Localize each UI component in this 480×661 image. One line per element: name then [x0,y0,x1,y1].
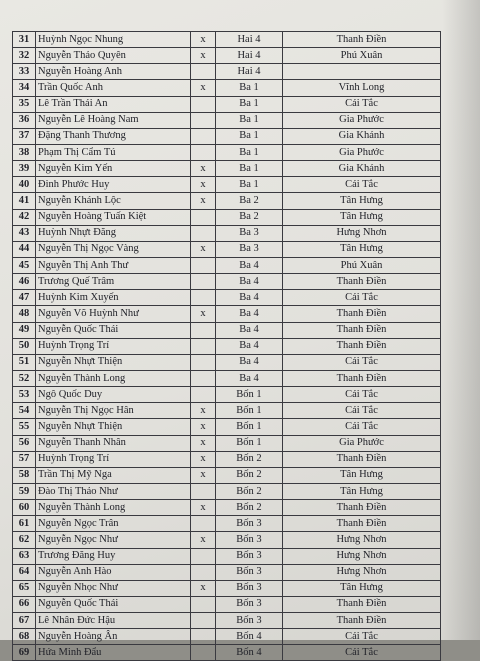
row-number: 33 [13,64,36,80]
class-cell: Ba 1 [216,80,283,96]
mark-cell: x [191,419,216,435]
commune-cell: Thanh Điền [283,32,441,48]
student-name: Huỳnh Trọng Trí [36,338,191,354]
mark-cell: x [191,241,216,257]
mark-cell [191,274,216,290]
mark-cell [191,613,216,629]
row-number: 66 [13,596,36,612]
table-row [13,64,441,80]
row-number: 68 [13,629,36,645]
commune-cell: Gia Khánh [283,161,441,177]
mark-cell [191,209,216,225]
student-name: Nguyễn Thảo Quyên [36,48,191,64]
row-number: 54 [13,403,36,419]
class-cell: Ba 4 [216,370,283,386]
class-cell: Bốn 4 [216,645,283,661]
mark-cell: x [191,532,216,548]
table-row [13,144,441,160]
row-number: 59 [13,483,36,499]
paper-shadow [442,0,480,640]
class-cell: Bốn 1 [216,419,283,435]
mark-cell: x [191,80,216,96]
commune-cell: Thanh Điền [283,500,441,516]
mark-cell: x [191,306,216,322]
table-row [13,532,441,548]
row-number: 67 [13,613,36,629]
table-row [13,629,441,645]
mark-cell [191,96,216,112]
student-name: Huỳnh Trọng Trí [36,451,191,467]
student-name: Nguyễn Hoàng Anh [36,64,191,80]
row-number: 32 [13,48,36,64]
mark-cell: x [191,451,216,467]
mark-cell: x [191,48,216,64]
mark-cell [191,387,216,403]
table-row [13,564,441,580]
mark-cell [191,112,216,128]
mark-cell: x [191,500,216,516]
table-row [13,241,441,257]
commune-cell: Thanh Điền [283,338,441,354]
class-cell: Ba 1 [216,177,283,193]
row-number: 63 [13,548,36,564]
row-number: 60 [13,500,36,516]
table-row [13,128,441,144]
row-number: 65 [13,580,36,596]
student-name: Nguyễn Võ Huỳnh Như [36,306,191,322]
class-cell: Bốn 2 [216,483,283,499]
student-name: Nguyễn Hoàng Ân [36,629,191,645]
student-name: Nguyễn Thành Long [36,370,191,386]
class-cell: Ba 3 [216,225,283,241]
class-cell: Ba 4 [216,322,283,338]
class-cell: Bốn 4 [216,629,283,645]
commune-cell: Cái Tắc [283,629,441,645]
mark-cell [191,645,216,661]
student-name: Nguyễn Kim Yến [36,161,191,177]
mark-cell [191,322,216,338]
student-name: Nguyễn Hoàng Tuấn Kiệt [36,209,191,225]
mark-cell: x [191,193,216,209]
student-name: Nguyễn Lê Hoàng Nam [36,112,191,128]
row-number: 48 [13,306,36,322]
table-row [13,48,441,64]
table-row [13,338,441,354]
student-name: Huỳnh Kim Xuyến [36,290,191,306]
commune-cell: Thanh Điền [283,613,441,629]
student-name: Lê Nhân Đức Hậu [36,613,191,629]
mark-cell [191,338,216,354]
table-row [13,596,441,612]
student-name: Nguyễn Ngọc Trân [36,516,191,532]
student-list-table [12,31,441,661]
row-number: 55 [13,419,36,435]
row-number: 50 [13,338,36,354]
row-number: 58 [13,467,36,483]
student-name: Nguyễn Thanh Nhân [36,435,191,451]
student-name: Nguyễn Thị Ngọc Vàng [36,241,191,257]
table-row [13,354,441,370]
student-name: Nguyễn Thị Anh Thư [36,257,191,273]
class-cell: Ba 1 [216,96,283,112]
student-name: Nguyễn Quốc Thái [36,322,191,338]
commune-cell: Cái Tắc [283,419,441,435]
table-row [13,96,441,112]
table-row [13,419,441,435]
row-number: 69 [13,645,36,661]
commune-cell [283,64,441,80]
table-row [13,177,441,193]
class-cell: Bốn 1 [216,403,283,419]
commune-cell: Tân Hưng [283,241,441,257]
class-cell: Bốn 3 [216,613,283,629]
mark-cell [191,548,216,564]
row-number: 61 [13,516,36,532]
mark-cell: x [191,580,216,596]
student-name: Ngô Quốc Duy [36,387,191,403]
row-number: 36 [13,112,36,128]
table-row [13,257,441,273]
student-name: Nguyễn Nhựt Thiện [36,354,191,370]
row-number: 42 [13,209,36,225]
class-cell: Bốn 3 [216,596,283,612]
class-cell: Ba 1 [216,128,283,144]
mark-cell: x [191,403,216,419]
student-name: Trần Quốc Anh [36,80,191,96]
table-row [13,467,441,483]
table-row [13,580,441,596]
class-cell: Hai 4 [216,32,283,48]
class-cell: Ba 2 [216,193,283,209]
table-row [13,322,441,338]
commune-cell: Gia Phước [283,144,441,160]
class-cell: Bốn 2 [216,467,283,483]
class-cell: Ba 4 [216,354,283,370]
mark-cell [191,516,216,532]
student-name: Nguyễn Anh Hào [36,564,191,580]
row-number: 39 [13,161,36,177]
class-cell: Ba 1 [216,161,283,177]
mark-cell [191,370,216,386]
table-row [13,80,441,96]
class-cell: Ba 4 [216,306,283,322]
mark-cell [191,225,216,241]
class-cell: Ba 1 [216,112,283,128]
student-name: Nguyễn Khánh Lộc [36,193,191,209]
student-name: Trương Quế Trâm [36,274,191,290]
commune-cell: Thanh Điền [283,596,441,612]
student-name: Trần Thị Mỹ Nga [36,467,191,483]
commune-cell: Cái Tắc [283,96,441,112]
row-number: 38 [13,144,36,160]
table-row [13,225,441,241]
student-name: Phạm Thị Cẩm Tú [36,144,191,160]
row-number: 45 [13,257,36,273]
row-number: 51 [13,354,36,370]
class-cell: Ba 4 [216,257,283,273]
row-number: 40 [13,177,36,193]
row-number: 34 [13,80,36,96]
table-row [13,209,441,225]
student-name: Nguyễn Thành Long [36,500,191,516]
class-cell: Bốn 2 [216,451,283,467]
mark-cell [191,257,216,273]
table-row [13,548,441,564]
commune-cell: Cái Tắc [283,177,441,193]
commune-cell: Phú Xuân [283,48,441,64]
table-row [13,613,441,629]
row-number: 52 [13,370,36,386]
student-name: Trương Đăng Huy [36,548,191,564]
commune-cell: Vĩnh Long [283,80,441,96]
student-name: Nguyễn Thị Ngọc Hân [36,403,191,419]
class-cell: Ba 3 [216,241,283,257]
commune-cell: Tân Hưng [283,209,441,225]
class-cell: Bốn 3 [216,580,283,596]
commune-cell: Gia Phước [283,112,441,128]
commune-cell: Thanh Điền [283,322,441,338]
student-name: Đào Thị Thảo Như [36,483,191,499]
table-row [13,387,441,403]
row-number: 31 [13,32,36,48]
commune-cell: Cái Tắc [283,354,441,370]
commune-cell: Cái Tắc [283,645,441,661]
commune-cell: Thanh Điền [283,451,441,467]
row-number: 35 [13,96,36,112]
row-number: 44 [13,241,36,257]
commune-cell: Thanh Điền [283,370,441,386]
mark-cell: x [191,435,216,451]
class-cell: Ba 4 [216,338,283,354]
table-row [13,193,441,209]
commune-cell: Hưng Nhơn [283,564,441,580]
table-row [13,32,441,48]
mark-cell: x [191,161,216,177]
student-name: Nguyễn Nhựt Thiện [36,419,191,435]
class-cell: Bốn 1 [216,387,283,403]
table-row [13,161,441,177]
row-number: 53 [13,387,36,403]
table-row [13,274,441,290]
table-row [13,516,441,532]
commune-cell: Thanh Điền [283,516,441,532]
class-cell: Ba 1 [216,144,283,160]
student-name: Đinh Phước Huy [36,177,191,193]
commune-cell: Tân Hưng [283,467,441,483]
commune-cell: Thanh Điền [283,274,441,290]
mark-cell [191,596,216,612]
class-cell: Ba 2 [216,209,283,225]
row-number: 57 [13,451,36,467]
table-row [13,370,441,386]
table-row [13,435,441,451]
row-number: 43 [13,225,36,241]
student-name: Huỳnh Nhựt Đăng [36,225,191,241]
mark-cell [191,290,216,306]
table-row [13,403,441,419]
commune-cell: Hưng Nhơn [283,532,441,548]
row-number: 64 [13,564,36,580]
mark-cell: x [191,467,216,483]
mark-cell [191,128,216,144]
class-cell: Bốn 2 [216,500,283,516]
commune-cell: Thanh Điền [283,306,441,322]
class-cell: Bốn 3 [216,516,283,532]
class-cell: Ba 4 [216,290,283,306]
student-name: Hứa Minh Đẩu [36,645,191,661]
class-cell: Bốn 3 [216,564,283,580]
table-row [13,290,441,306]
row-number: 56 [13,435,36,451]
commune-cell: Hưng Nhơn [283,548,441,564]
commune-cell: Tân Hưng [283,193,441,209]
commune-cell: Gia Khánh [283,128,441,144]
mark-cell [191,144,216,160]
row-number: 47 [13,290,36,306]
mark-cell [191,629,216,645]
commune-cell: Gia Phước [283,435,441,451]
commune-cell: Tân Hưng [283,580,441,596]
table-row [13,306,441,322]
mark-cell [191,564,216,580]
student-name: Lê Trần Thái An [36,96,191,112]
mark-cell: x [191,32,216,48]
student-name: Nguyễn Ngọc Như [36,532,191,548]
class-cell: Hai 4 [216,48,283,64]
mark-cell [191,483,216,499]
class-cell: Hai 4 [216,64,283,80]
class-cell: Bốn 1 [216,435,283,451]
class-cell: Bốn 3 [216,548,283,564]
student-name: Nguyễn Quốc Thái [36,596,191,612]
row-number: 41 [13,193,36,209]
student-name: Huỳnh Ngọc Nhung [36,32,191,48]
table-row [13,500,441,516]
commune-cell: Cái Tắc [283,403,441,419]
mark-cell [191,354,216,370]
student-list-body [13,32,441,661]
mark-cell: x [191,177,216,193]
commune-cell: Tân Hưng [283,483,441,499]
row-number: 49 [13,322,36,338]
commune-cell: Hưng Nhơn [283,225,441,241]
row-number: 62 [13,532,36,548]
row-number: 46 [13,274,36,290]
student-name: Đặng Thanh Thương [36,128,191,144]
table-row [13,112,441,128]
table-row [13,483,441,499]
student-name: Nguyễn Nhọc Như [36,580,191,596]
class-cell: Ba 4 [216,274,283,290]
commune-cell: Cái Tắc [283,290,441,306]
commune-cell: Phú Xuân [283,257,441,273]
row-number: 37 [13,128,36,144]
table-row [13,645,441,661]
commune-cell: Cái Tắc [283,387,441,403]
class-cell: Bốn 3 [216,532,283,548]
mark-cell [191,64,216,80]
table-row [13,451,441,467]
